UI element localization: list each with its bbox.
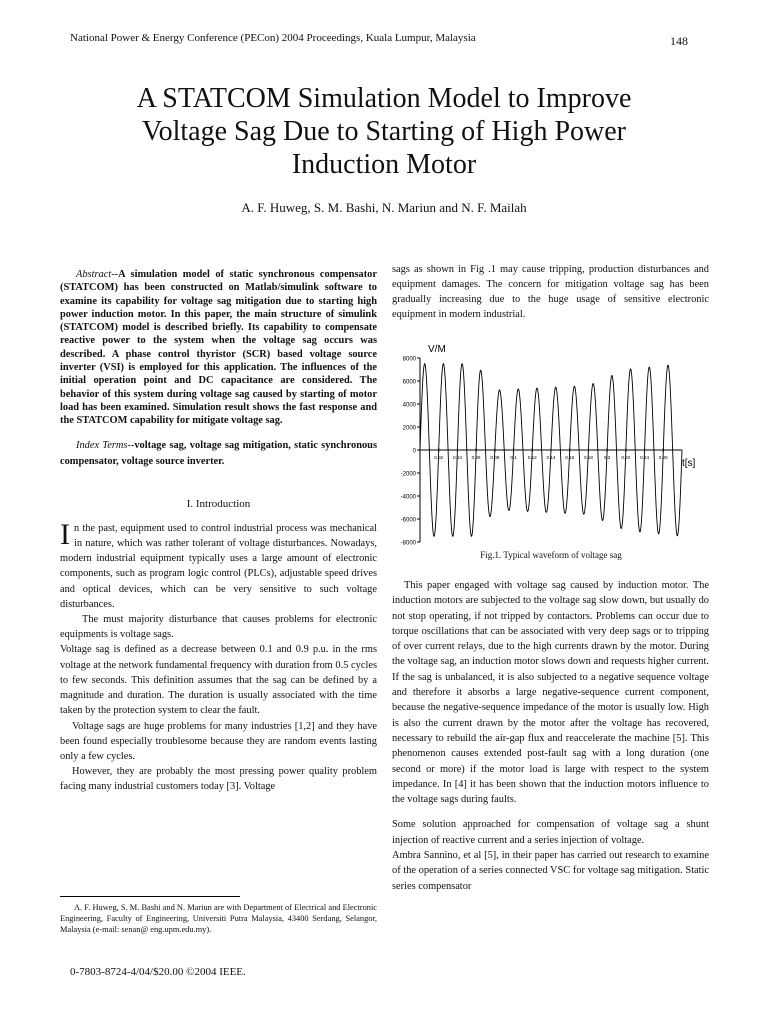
paper-title: [0, 82, 768, 181]
y-tick-label: 2000: [402, 425, 416, 432]
abstract-lead: Abstract--: [76, 269, 119, 280]
y-tick-label: -8000: [400, 540, 416, 547]
x-tick-label: 0.02: [434, 455, 444, 460]
intro-paragraph-1: In the past, equipment used to control industrial process was mechanical in nature, which was rather tolerant of voltage disturbances. Nowadays, modern industrial equipment typically uses a large amount of electronic components, such as program logic control (PLCs), adjustable speed drives and optical devices, which can be very sensitive to such voltage disturbances.: [60, 517, 377, 610]
right-column-intro: sags as shown in Fig .1 may cause tripping, production disturbances and equipment damages. The concern for mitigation voltage sag has been gradually increasing due to the huge usage of sensitive electronic equipment in modern industrial.: [392, 264, 709, 320]
title-line-3: Induction Motor: [291, 149, 477, 180]
x-tick-label: 0.2: [603, 455, 611, 460]
left-column: [60, 268, 377, 795]
x-tick-label: 0.26: [658, 455, 668, 460]
x-tick-label: 0.08: [490, 455, 500, 460]
drop-cap: I: [60, 517, 70, 551]
intro-paragraph-3: Voltage sag is defined as a decrease between 0.1 and 0.9 p.u. in the rms voltage at the network fundamental frequency with duration from 0.5 cycles to few seconds. This definition assumes that the sag can be defined by a magnitude and duration. The duration is usually associated with the time taken by the protection system to clear the fault.: [60, 644, 377, 717]
intro-paragraph-4: Voltage sags are huge problems for many industries [1,2] and they have been found especially troublesome because they are random events lasting only a few cycles.: [60, 720, 377, 762]
x-tick-label: 0.1: [510, 455, 517, 460]
figure-caption: Fig.1. Typical waveform of voltage sag: [480, 550, 622, 560]
section-heading-introduction: I. Introduction: [186, 497, 251, 510]
y-tick-label: 4000: [402, 402, 416, 409]
intro-paragraph-2: The must majority disturbance that causes problems for electronic equipments is voltage sags.: [60, 614, 377, 641]
y-tick-label: -4000: [400, 494, 416, 501]
author-footnote: A. F. Huweg, S. M. Bashi and N. Mariun are with Department of Electrical and Electronic Engineering, Faculty of Engineering, Universiti Putra Malaysia, 43400 Serdang, Selangor, Malaysia (e-mail: senan@ eng.upm.edu.my).: [60, 903, 377, 934]
y-tick-label: 8000: [402, 356, 416, 363]
y-tick-label: 6000: [402, 379, 416, 386]
index-terms-text: voltage sag, voltage sag mitigation, static synchronous compensator, voltage source inverter.: [60, 439, 377, 467]
x-tick-label: 0.12: [527, 455, 537, 460]
abstract-text: A simulation model of static synchronous compensator (STATCOM) has been constructed on Matlab/simulink software to examine its capability for voltage sag mitigation due to starting high power induction motor. In this paper, the main structure of simulink (STATCOM) model is described briefly. Its capability to compensate reactive power to the system when the voltage sag occurs was described. A phase control thyristor (SCR) based voltage source inverter (VSI) is employed for this application. The influences of the initial operation point and DC capacitance are considered. The behavior of this system during voltage sag caused by starting of motor load has been examined. Simulation result shows the fast response and the STATCOM capability for mitigate voltage sag.: [60, 269, 377, 427]
x-tick-label: 0.04: [452, 455, 462, 460]
x-tick-label: 0.24: [640, 455, 650, 460]
copyright-notice: 0-7803-8724-4/04/$20.00 ©2004 IEEE.: [70, 966, 246, 978]
title-line-1: A STATCOM Simulation Model to Improve: [136, 83, 632, 114]
right-paragraph-1: This paper engaged with voltage sag caused by induction motor. The induction motors are subjected to the voltage sag slow down, but usually do not stop operating, if not tripped by contactors. Problems can occur due to torque oscillations that can be associated with very deep sags or to tripping of over current relays, due to the high currents drawn by the motor. During the voltage sag, an induction motor slows down and requests higher current. If the sag is unbalanced, it is also subjected to a negative sequence voltage and therefore it absorbs a large negative-sequence current component, because the negative-sequence impedance of the motor is usually low. High is also the current drawn by the motor after the voltage has recovered, necessary to rebuild the air-gap flux and reaccelerate the machine [5]. This phenomenon causes extended post-fault sag with a long duration (one second or more) if the motor load is large with respect to the system impedance. In [4] it has been shown that the induction motors influence to the voltage sags during faults.: [392, 580, 709, 806]
intro-paragraph-5: However, they are probably the most pressing power quality problem facing many industrial customers today [3]. Voltage: [60, 766, 377, 793]
y-tick-label: -2000: [400, 471, 416, 478]
y-tick-label: -6000: [400, 517, 416, 524]
x-tick-label: 0.22: [621, 455, 631, 460]
right-paragraph-2: Some solution approached for compensation of voltage sag a shunt injection of reactive current and a series injection of voltage.: [392, 819, 709, 846]
footnote-rule: [60, 896, 240, 897]
abstract: [60, 268, 377, 428]
x-tick-label: 0.18: [583, 455, 593, 460]
running-head: National Power & Energy Conference (PECon) 2004 Proceedings, Kuala Lumpur, Malaysia: [70, 32, 476, 44]
authors: A. F. Huweg, S. M. Bashi, N. Mariun and N. F. Mailah: [241, 200, 527, 215]
x-tick-label: 0.06: [471, 455, 481, 460]
x-axis-label: t[s]: [682, 458, 696, 469]
voltage-sag-figure: [392, 340, 710, 548]
y-tick-label: 0: [412, 448, 416, 455]
page-number: 148: [670, 34, 688, 48]
right-paragraph-3: Ambra Sannino, et al [5], in their paper has carried out research to examine of the operation of a series connected VSC for voltage sag mitigation. Static series compensator: [392, 850, 709, 892]
title-line-2: Voltage Sag Due to Starting of High Power: [142, 116, 626, 147]
x-tick-label: 0.16: [565, 455, 575, 460]
index-terms-lead: Index Terms--: [76, 439, 135, 451]
x-tick-label: 0.14: [546, 455, 556, 460]
introduction-body: [60, 517, 377, 795]
right-column-body: [392, 578, 709, 894]
y-axis-label: V/M: [428, 344, 446, 355]
index-terms: [60, 438, 377, 470]
